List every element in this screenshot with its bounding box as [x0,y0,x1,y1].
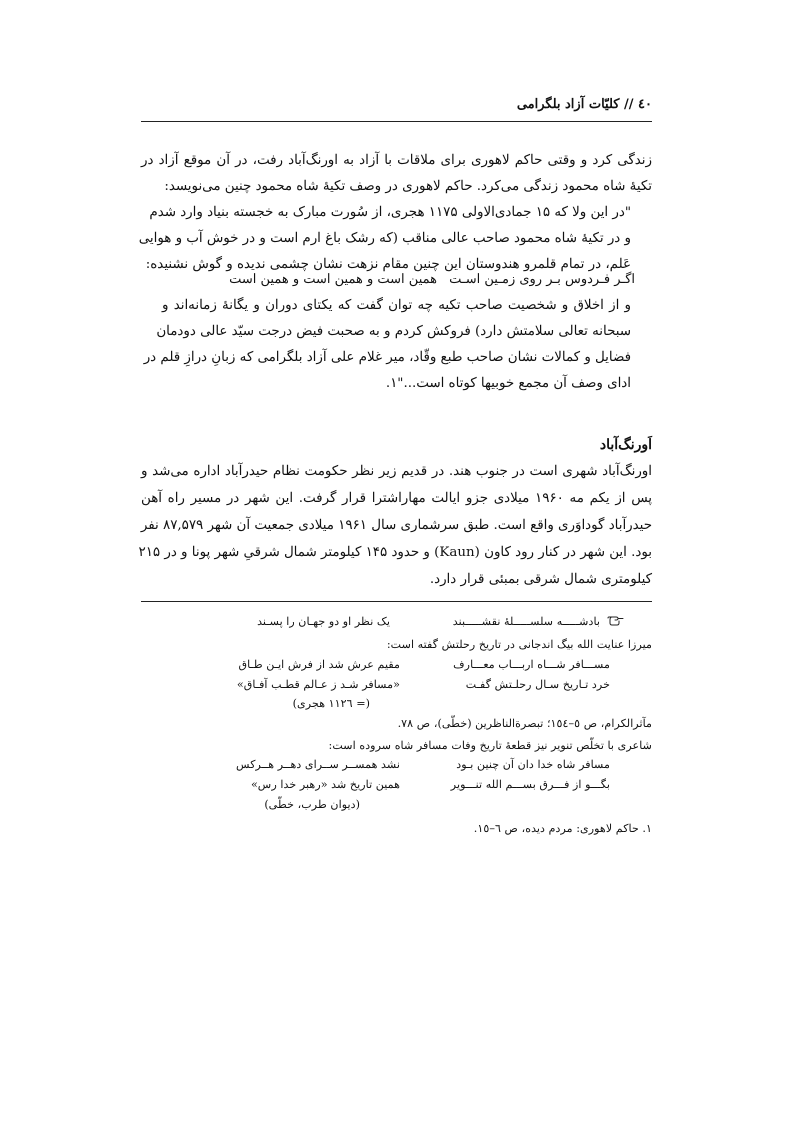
body-line: پس از یکم مه ۱۹۶۰ میلادی جزو ایالت مهاراشترا قرار گرفت. این شهر در مسیر راه آهن [141,491,652,506]
footnote-verse-hemistich: بگـــو از فـــرق بســـم الله تنـــویر [450,778,610,791]
pointing-hand-icon [608,612,624,626]
verse-hemistich-2: همین است و همین است و همین است [229,272,437,287]
quote-line: و در تکیهٔ شاه محمود صاحب عالی مناقب (که رشک باغ ارم است و در خوش آب و هوایی [138,231,631,246]
footnote-rule [141,601,652,602]
footnote-line: شاعری با تخلّص تنویر نیز قطعهٔ تاریخ وفات مسافر شاه سروده است: [328,739,652,752]
quote-line: "در این ولا که ۱۵ جمادی‌الاولی ۱۱۷۵ هجری، از سُورت مبارک به خجسته بنیاد وارد شدم [149,205,631,220]
footnote-source: (دیوان طرب، خطّی) [264,798,360,811]
page-number: ٤٠ [638,97,652,112]
body-line: اورنگ‌آباد شهری است در جنوب هند. در قدیم زیر نظر حکومت نظام حیدرآباد اداره می‌شد و [141,464,652,479]
running-header [141,97,652,119]
body-line: بود. این شهر در کنار رود کاون (Kaun) و حدود ۱۴۵ کیلومتر شمال شرقیِ شهر پونا و در ۲۱۵ [138,545,652,560]
quote-line: سبحانه تعالی سلامتش دارد) فروکش کردم و به صحبت فیض درجت سیّد عالی دودمان [156,324,631,339]
body-line: تکیهٔ شاه محمود زندگی می‌کرد. حاکم لاهوری در وصف تکیهٔ شاه محمود چنین می‌نویسد: [164,179,652,194]
footnote-verse-hemistich: بادشـــــه سلســـــلهٔ نقشـــــبند [452,615,600,628]
footnote-verse-hemistich: خرد تـاریخ سـال رحلـتش گفـت [465,678,610,691]
body-line: حیدرآباد گوداوَری واقع است. طبق سرشماری سال ۱۹۶۱ میلادی جمعیت آن شهر ۸۷,۵۷۹ نفر [140,518,652,533]
quote-line: و از اخلاق و شخصیت صاحب تکیه چه توان گفت که یکتای دوران و یگانهٔ زمانه‌اند و [162,298,631,313]
footnote-line: میرزا عنایت الله بیگ اندجانی در تاریخ رحلتش گفته است: [386,638,652,651]
body-line: کیلومتری شمال شرقی بمبئی قرار دارد. [429,572,652,587]
footnote-verse-hemistich: مسافر شاه خدا دان آن چنین بـود [456,758,610,771]
footnote-verse-hemistich: یک نظر او دو جهـان را پسـند [257,615,390,628]
quote-line: ادای وصف آن مجمع خوبیها کوتاه است..."۱. [385,376,631,391]
header-rule [141,121,652,122]
header-separator: // [624,97,634,112]
footnote-citation: مآثرالکرام، ص ٥–١٥٤؛ تبصرةالناظرین (خطّی)، ص ۷۸. [397,717,652,730]
footnote-note: ۱. حاکم لاهوری: مردم دیده، ص ٦–١٥. [473,822,652,835]
footnote-verse-hemistich: «مسافر شـد ز عـالم قطـب آفـاق» [236,678,400,691]
footnote-verse-hemistich: مقیم عرش شد از فرش ایـن طـاق [238,658,400,671]
quote-line: عَلم، در تمام قلمرو هندوستان این چنین مقام نزهت نشان چشمی ندیده و گوش نشنیده: [145,257,631,272]
footnote-verse-hemistich: مســـافر شـــاه اربـــاب معـــارف [453,658,610,671]
footnote-verse-hemistich: همین تاریخ شد «رهبر خدا رس» [250,778,400,791]
verse-hemistich-1: اگـر فـردوس بـر روی زمـین اسـت [449,272,635,287]
footnote-verse-hemistich: نشد همســر ســرای دهــر هــرکس [235,758,400,771]
book-title: کلیّات آزاد بلگرامی [516,97,620,112]
quote-line: فضایل و کمالات نشان صاحب طبع وقّاد، میر غلام علی آزاد بلگرامی که زبانِ درازِ قلم در [143,350,631,365]
footnote-date: (= ۱۱۲٦ هجری) [292,697,370,710]
body-line: زندگی کرد و وقتی حاکم لاهوری برای ملاقات با آزاد به اورنگ‌آباد رفت، در آن موقع آزاد در [141,153,652,168]
section-heading: اَورنگ‌آباد [599,437,652,453]
